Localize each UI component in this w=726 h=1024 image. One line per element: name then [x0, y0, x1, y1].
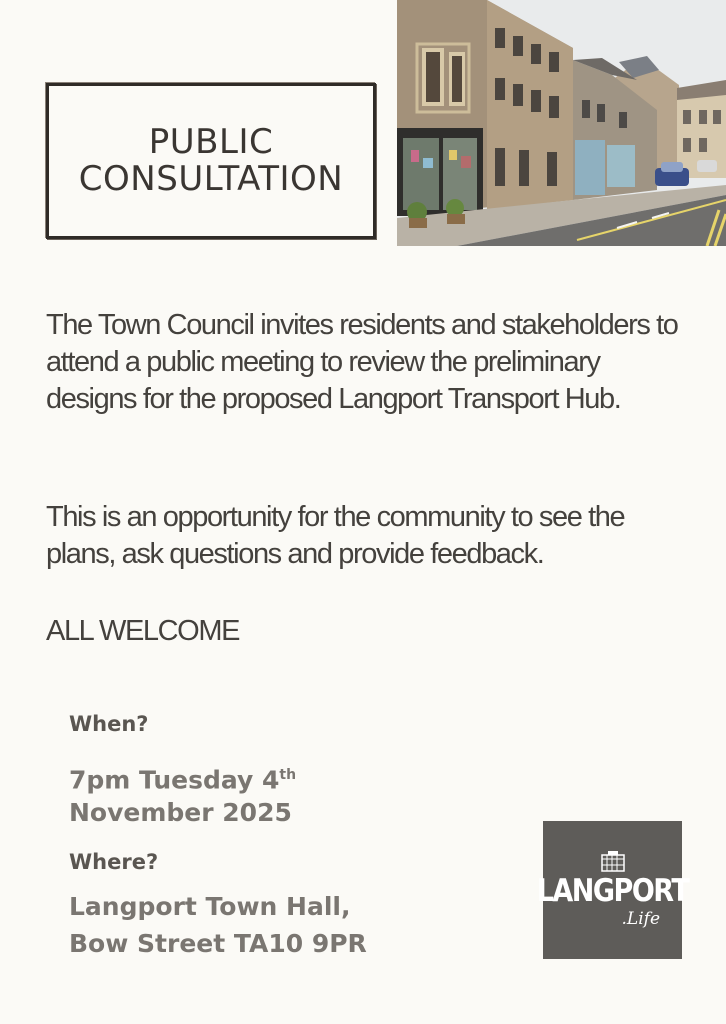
- street-photo-illustration: [397, 0, 726, 246]
- street-photo: [397, 0, 726, 246]
- title-line-1: PUBLIC: [148, 122, 274, 162]
- when-ordinal: th: [279, 767, 297, 783]
- where-line-1: Langport Town Hall,: [69, 892, 351, 921]
- logo-tagline: .Life: [621, 909, 660, 929]
- building-icon: [600, 851, 626, 873]
- langport-life-logo: [536, 821, 689, 959]
- when-label: When?: [69, 712, 149, 736]
- all-welcome-text: ALL WELCOME: [46, 615, 240, 647]
- title-box: [46, 83, 376, 239]
- when-date: 7pm Tuesday 4: [69, 765, 280, 795]
- logo-wordmark: LANGPORT: [536, 873, 689, 910]
- opportunity-paragraph: This is an opportunity for the community to see the plans, ask questions and provide feedback.: [46, 501, 625, 570]
- where-line-2: Bow Street TA10 9PR: [69, 929, 367, 958]
- when-line-1: [69, 757, 296, 798]
- intro-paragraph: The Town Council invites residents and stakeholders to attend a public meeting to review the preliminary designs for the proposed Langport Transport Hub.: [46, 309, 678, 415]
- where-label: Where?: [69, 850, 159, 874]
- when-line-2: November 2025: [69, 798, 292, 827]
- title-line-2: CONSULTATION: [78, 159, 344, 199]
